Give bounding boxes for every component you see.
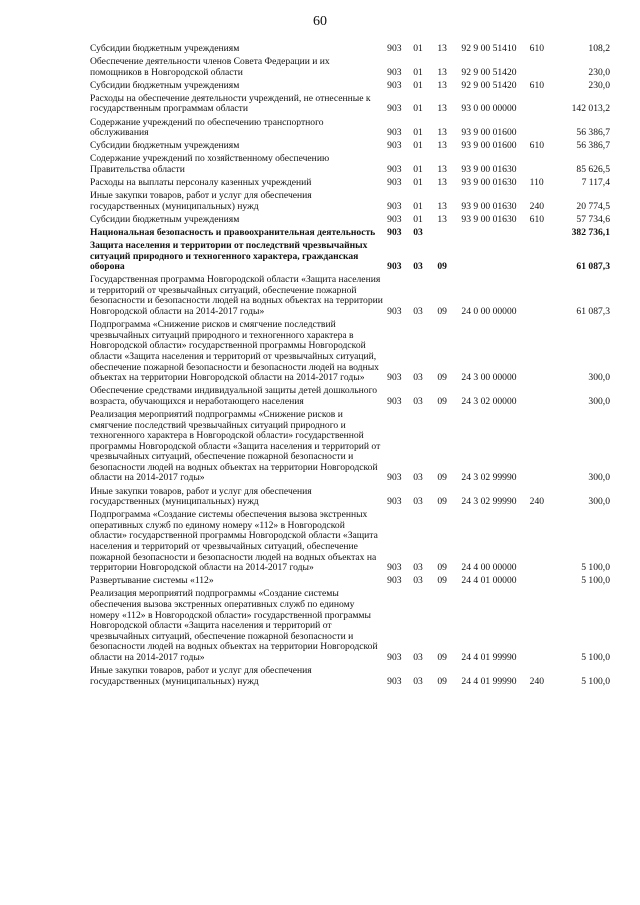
row-section-code: 01	[413, 127, 423, 139]
row-section-code: 01	[413, 163, 423, 175]
row-section-code: 03	[413, 575, 423, 587]
row-expense-type-code: 610	[529, 140, 545, 152]
table-row	[90, 275, 610, 320]
row-subsection-code: 13	[437, 103, 447, 115]
row-subsection-code: 09	[437, 261, 447, 273]
table-row	[90, 94, 610, 118]
row-target-article-code: 92 9 00 51420	[461, 66, 517, 78]
budget-table	[90, 44, 610, 690]
row-expense-type-code: 110	[529, 177, 544, 189]
row-expense-type-code	[530, 241, 556, 275]
row-section-code: 03	[413, 496, 423, 508]
row-expense-type-code	[530, 118, 556, 142]
row-expense-type-code	[530, 386, 556, 410]
table-row	[90, 118, 610, 142]
row-target-article-code: 24 3 02 99990	[461, 472, 517, 484]
row-department-code: 903	[387, 127, 402, 139]
row-name: Защита населения и территории от последствий чрезвычайных ситуаций природного и техногенного характера, гражданская оборона	[90, 240, 368, 273]
row-department-code: 903	[387, 651, 402, 663]
row-department-code: 903	[387, 675, 402, 687]
row-subsection-code: 13	[437, 200, 447, 212]
row-department-code: 903	[387, 163, 402, 175]
row-section-code: 03	[413, 261, 423, 273]
row-department-code: 903	[387, 372, 402, 384]
row-subsection-code: 13	[437, 163, 447, 175]
row-section-code: 01	[413, 140, 423, 152]
row-target-article-code: 24 4 01 99990	[461, 675, 517, 687]
row-target-article-code: 92 9 00 51410	[461, 43, 517, 54]
row-department-code: 903	[387, 575, 402, 587]
row-name: Субсидии бюджетным учреждениям	[90, 79, 240, 91]
row-section-code: 01	[413, 79, 423, 91]
row-expense-type-code: 610	[529, 213, 545, 225]
row-expense-type-code	[530, 275, 556, 320]
row-department-code: 903	[387, 261, 402, 273]
row-subsection-code: 13	[437, 79, 447, 91]
row-section-code: 01	[413, 103, 423, 115]
row-subsection-code: 13	[437, 213, 447, 225]
table-row	[90, 241, 610, 275]
row-department-code: 903	[387, 43, 402, 54]
row-subsection-code: 13	[437, 140, 447, 152]
row-target-article-code: 24 4 01 00000	[461, 575, 517, 587]
row-amount: 61 087,3	[576, 261, 610, 273]
row-subsection-code: 13	[437, 127, 447, 139]
row-department-code: 903	[387, 472, 402, 484]
row-expense-type-code	[530, 228, 556, 241]
row-department-code: 903	[387, 496, 402, 508]
row-target-article-code: 93 0 00 00000	[461, 103, 517, 115]
row-name: Реализация мероприятий подпрограммы «Снижение рисков и смягчение последствий чрезвычайных ситуаций природного и техногенного характера в Новгородской области» государственной программы Новгородской области «Защита населения и территорий от чрезвычайных ситуаций, обеспечение пожарной безопасности и безопасности людей на водных объектах на территории Новгородской области на 2014-2017 годы»	[90, 408, 381, 484]
row-name: Расходы на обеспечение деятельности учреждений, не отнесенные к государственным программам области	[90, 92, 371, 115]
row-amount: 230,0	[588, 79, 610, 91]
row-subsection-code: 09	[437, 395, 447, 407]
row-target-article-code: 93 9 00 01630	[461, 213, 517, 225]
table-row	[90, 487, 610, 511]
row-section-code: 03	[413, 472, 423, 484]
row-section-code: 01	[413, 43, 423, 54]
row-amount: 300,0	[588, 496, 610, 508]
row-target-article-code: 24 4 00 00000	[461, 562, 517, 574]
row-section-code: 03	[413, 562, 423, 574]
row-name: Расходы на выплаты персоналу казенных учреждений	[90, 177, 312, 189]
row-expense-type-code	[530, 576, 556, 589]
row-section-code: 03	[413, 226, 423, 238]
row-amount: 5 100,0	[581, 675, 610, 687]
row-department-code: 903	[387, 66, 402, 78]
row-expense-type-code	[530, 589, 556, 666]
row-name: Субсидии бюджетным учреждениям	[90, 43, 240, 54]
row-department-code: 903	[387, 140, 402, 152]
row-expense-type-code	[530, 410, 556, 487]
row-section-code: 01	[413, 66, 423, 78]
row-name: Иные закупки товаров, работ и услуг для обеспечения государственных (муниципальных) нужд	[90, 190, 312, 212]
page-number: 60	[313, 14, 327, 29]
row-name: Обеспечение средствами индивидуальной защиты детей дошкольного возраста, обучающихся и неработающего населения	[90, 385, 378, 407]
row-name: Содержание учреждений по обеспечению транспортного обслуживания	[90, 116, 324, 139]
row-subsection-code: 09	[437, 472, 447, 484]
row-name: Развертывание системы «112»	[90, 575, 214, 587]
row-target-article-code: 24 3 00 00000	[461, 372, 517, 384]
table-row	[90, 57, 610, 81]
row-amount: 142 013,2	[571, 103, 610, 115]
row-amount: 85 626,5	[576, 163, 610, 175]
table-row	[90, 589, 610, 666]
row-section-code: 03	[413, 395, 423, 407]
row-expense-type-code	[530, 510, 556, 576]
row-expense-type-code: 610	[529, 79, 545, 91]
row-subsection-code: 09	[437, 562, 447, 574]
row-amount: 56 386,7	[576, 127, 610, 139]
row-amount: 5 100,0	[581, 562, 610, 574]
row-expense-type-code	[530, 57, 556, 81]
row-section-code: 01	[413, 213, 423, 225]
row-department-code: 903	[387, 177, 402, 189]
row-expense-type-code: 610	[529, 43, 545, 54]
row-target-article-code	[461, 228, 529, 241]
row-section-code: 01	[413, 200, 423, 212]
row-amount: 56 386,7	[576, 140, 610, 152]
row-name: Национальная безопасность и правоохранительная деятельность	[90, 226, 376, 238]
row-subsection-code: 09	[437, 651, 447, 663]
row-amount: 300,0	[588, 472, 610, 484]
row-expense-type-code	[530, 154, 556, 178]
row-section-code: 03	[413, 306, 423, 318]
row-amount: 300,0	[588, 372, 610, 384]
row-target-article-code: 24 4 01 99990	[461, 651, 517, 663]
row-target-article-code: 93 9 00 01630	[461, 200, 517, 212]
row-department-code: 903	[387, 306, 402, 318]
row-department-code: 903	[387, 200, 402, 212]
row-amount: 108,2	[588, 43, 610, 54]
table-row	[90, 81, 610, 94]
row-target-article-code: 93 9 00 01630	[461, 177, 517, 189]
row-name: Реализация мероприятий подпрограммы «Создание системы обеспечения вызова экстренных оперативных служб по единому номеру «112» в Новгородской области» государственной программы Новгородской области «Защита населения и территорий от чрезвычайных ситуаций, обеспечение пожарной безопасности и безопасности людей на водных объектах на территории Новгородской области на 2014-2017 годы»	[90, 588, 378, 663]
row-subsection-code: 13	[437, 43, 447, 54]
table-row	[90, 191, 610, 215]
row-target-article-code: 24 0 00 00000	[461, 306, 517, 318]
row-subsection-code: 09	[437, 675, 447, 687]
row-target-article-code: 93 9 00 01630	[461, 163, 517, 175]
row-amount: 7 117,4	[581, 177, 610, 189]
row-target-article-code: 24 3 02 99990	[461, 496, 517, 508]
row-amount: 5 100,0	[581, 651, 610, 663]
row-section-code: 03	[413, 651, 423, 663]
row-amount: 61 087,3	[576, 306, 610, 318]
row-department-code: 903	[387, 213, 402, 225]
row-target-article-code: 24 3 02 00000	[461, 395, 517, 407]
row-subsection-code	[437, 228, 461, 241]
row-subsection-code: 09	[437, 575, 447, 587]
row-target-article-code	[461, 241, 529, 275]
table-row	[90, 510, 610, 576]
row-expense-type-code	[530, 94, 556, 118]
row-name: Иные закупки товаров, работ и услуг для обеспечения государственных (муниципальных) нужд	[90, 485, 312, 508]
row-target-article-code: 93 9 00 01600	[461, 140, 517, 152]
row-name: Иные закупки товаров, работ и услуг для обеспечения государственных (муниципальных) нужд	[90, 665, 312, 687]
row-amount: 382 736,1	[571, 226, 610, 238]
row-amount: 5 100,0	[581, 575, 610, 587]
budget-table-body	[90, 44, 610, 690]
row-department-code: 903	[387, 226, 402, 238]
row-name: Субсидии бюджетным учреждениям	[90, 213, 240, 225]
row-name: Обеспечение деятельности членов Совета Федерации и их помощников в Новгородской области	[90, 56, 330, 78]
row-department-code: 903	[387, 562, 402, 574]
row-subsection-code: 09	[437, 496, 447, 508]
table-row	[90, 666, 610, 690]
row-subsection-code: 13	[437, 177, 447, 189]
table-row	[90, 320, 610, 386]
row-subsection-code: 09	[437, 306, 447, 318]
row-amount: 300,0	[588, 395, 610, 407]
row-expense-type-code: 240	[529, 675, 545, 687]
row-section-code: 03	[413, 372, 423, 384]
row-target-article-code: 93 9 00 01600	[461, 127, 517, 139]
row-name: Содержание учреждений по хозяйственному обеспечению Правительства области	[90, 153, 330, 175]
row-target-article-code: 92 9 00 51420	[461, 79, 517, 91]
row-name: Государственная программа Новгородской области «Защита населения и территорий от чрезвычайных ситуаций, обеспечение пожарной безопасности и безопасности людей на водных объектах на территории Новгородской области на 2014-2017 годы»	[90, 274, 383, 318]
table-row	[90, 410, 610, 487]
row-subsection-code: 13	[437, 66, 447, 78]
row-amount: 20 774,5	[576, 200, 610, 212]
row-name: Субсидии бюджетным учреждениям	[90, 140, 240, 152]
row-name: Подпрограмма «Создание системы обеспечения вызова экстренных оперативных служб по единому номеру «112» в Новгородской области» государственной программы Новгородской области «Защита населения и территорий от чрезвычайных ситуаций, обеспечение пожарной безопасности и безопасности людей на водных объектах на территории Новгородской области на 2014-2017 годы»	[90, 509, 378, 574]
row-section-code: 01	[413, 177, 423, 189]
table-row	[90, 215, 610, 228]
row-name: Подпрограмма «Снижение рисков и смягчение последствий чрезвычайных ситуаций природного и техногенного характера в Новгородской области» государственной программы Новгородской области «Защита населения и территорий от чрезвычайных ситуаций, обеспечение пожарной безопасности и безопасности людей на водных объектах на территории Новгородской области на 2014-2017 годы»	[90, 319, 379, 384]
table-row	[90, 386, 610, 410]
row-department-code: 903	[387, 395, 402, 407]
row-expense-type-code: 240	[529, 496, 545, 508]
row-expense-type-code: 240	[529, 200, 545, 212]
row-section-code: 03	[413, 675, 423, 687]
row-expense-type-code	[530, 320, 556, 386]
table-row	[90, 154, 610, 178]
row-amount: 230,0	[588, 66, 610, 78]
row-department-code: 903	[387, 103, 402, 115]
row-department-code: 903	[387, 79, 402, 91]
row-subsection-code: 09	[437, 372, 447, 384]
row-amount: 57 734,6	[576, 213, 610, 225]
